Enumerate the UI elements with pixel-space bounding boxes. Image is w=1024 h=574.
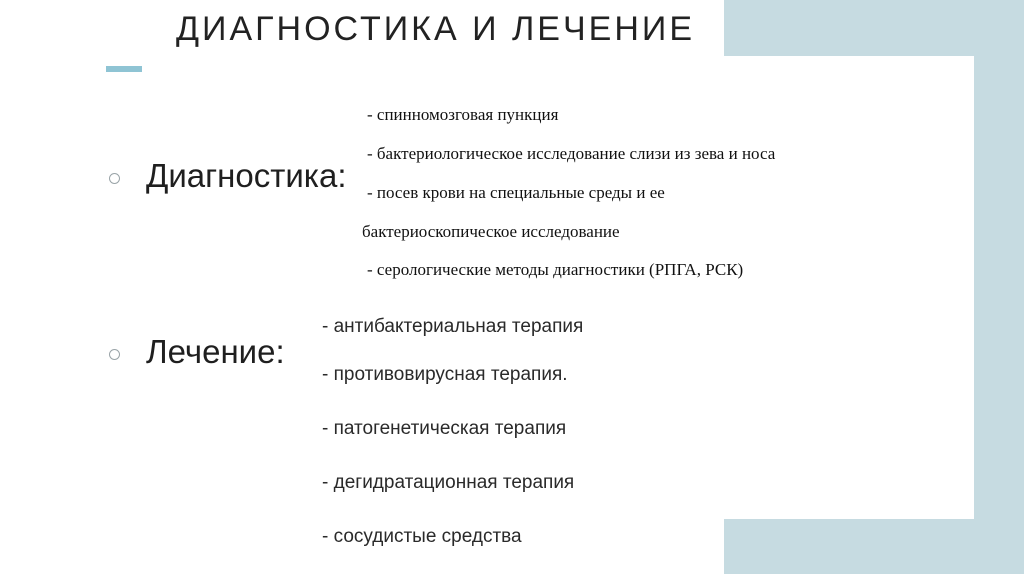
decorative-frame-bottom (724, 519, 1024, 574)
diagnostics-item: - посев крови на специальные среды и ее (367, 183, 665, 202)
treatment-item: - дегидратационная терапия (322, 472, 575, 493)
diagnostics-item: бактериоскопическое исследование (362, 222, 620, 241)
diagnostics-heading: Диагностика: (146, 157, 347, 194)
treatment-item: - противовирусная терапия. (322, 364, 568, 385)
diagnostics-item: - серологические методы диагностики (РПГА, РСК) (367, 260, 744, 279)
treatment-bullet-icon (109, 349, 120, 360)
diagnostics-bullet-icon (109, 173, 120, 184)
treatment-item: - антибактериальная терапия (322, 316, 584, 337)
diagnostics-item: - бактериологическое исследование слизи из зева и носа (367, 144, 776, 163)
title-accent-bar (106, 66, 142, 72)
decorative-frame-right (974, 0, 1024, 574)
slide-title: ДИАГНОСТИКА И ЛЕЧЕНИЕ (176, 10, 695, 48)
diagnostics-item: - спинномозговая пункция (367, 105, 559, 124)
treatment-heading: Лечение: (146, 333, 285, 370)
treatment-item: - патогенетическая терапия (322, 418, 567, 439)
treatment-item: - сосудистые средства (322, 526, 522, 547)
